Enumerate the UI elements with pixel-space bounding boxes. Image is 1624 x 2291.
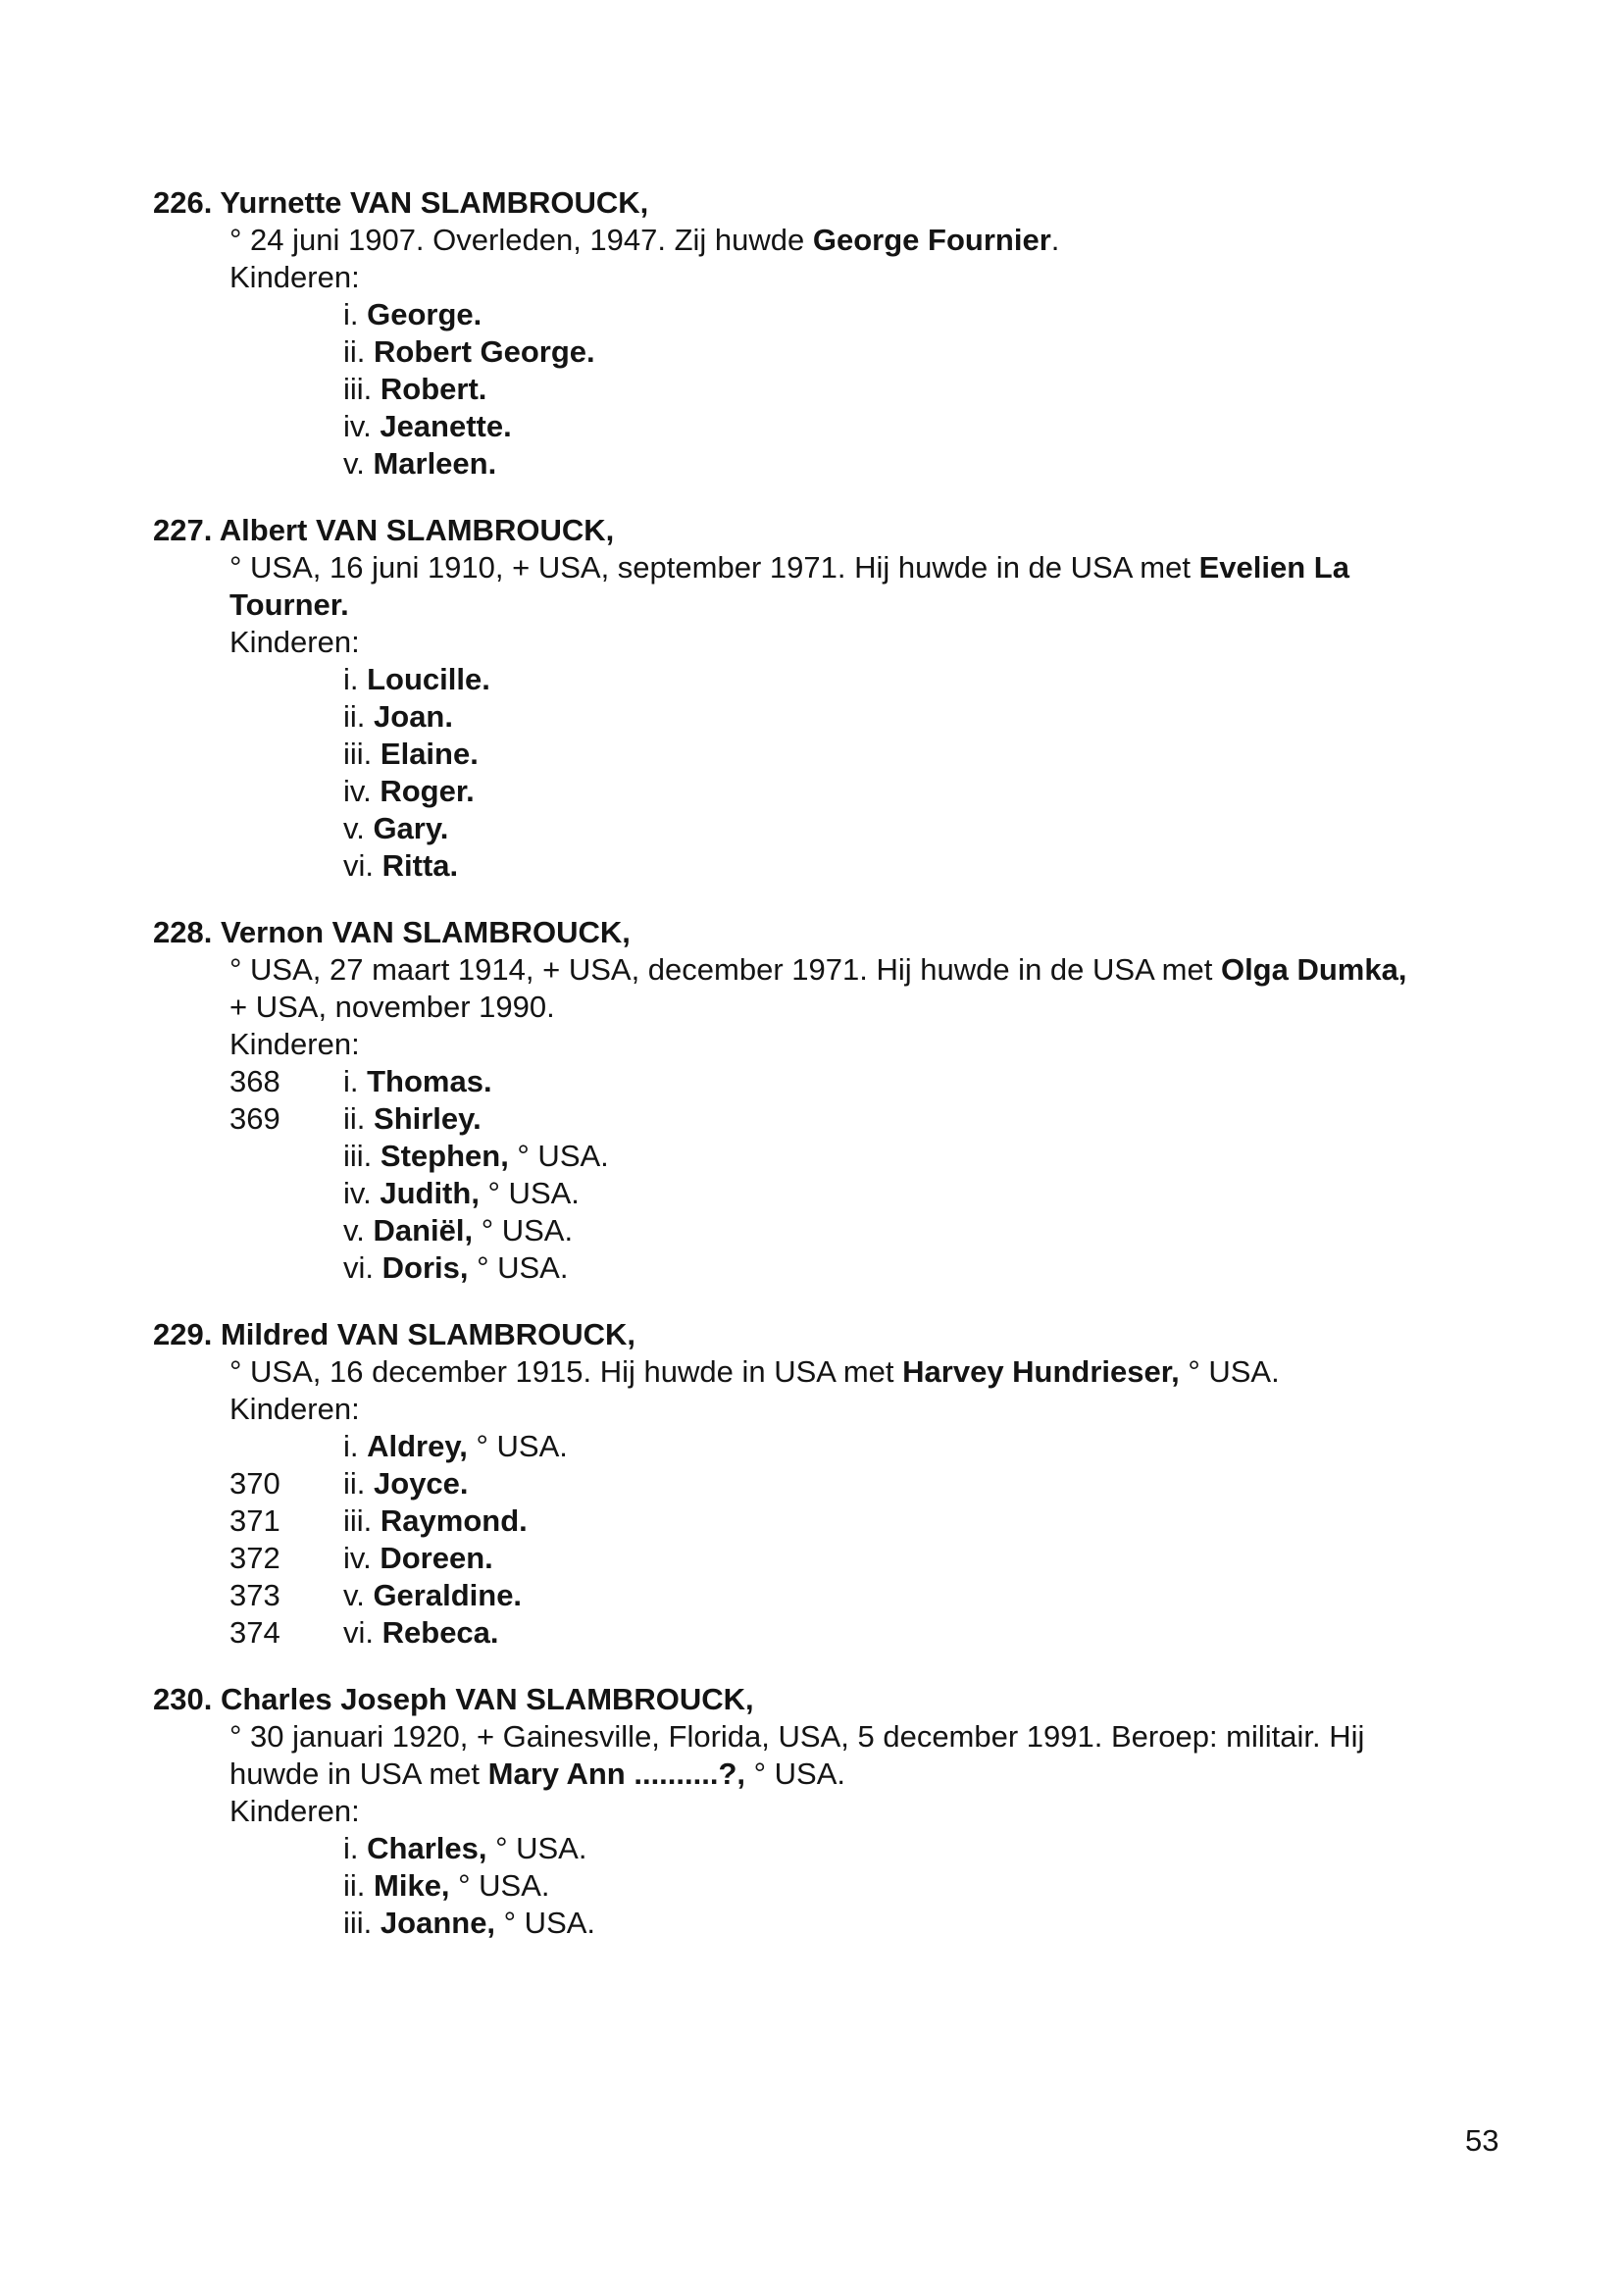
entry-heading: 228. Vernon VAN SLAMBROUCK, — [153, 915, 631, 949]
kinderen-label: Kinderen: — [229, 625, 360, 659]
kinderen-label: Kinderen: — [229, 1027, 360, 1061]
child-item: i. Charles, ° USA. — [343, 1831, 587, 1865]
entry-detail-line: ° USA, 16 december 1915. Hij huwde in USA met Harvey Hundrieser, ° USA. — [229, 1354, 1280, 1389]
child-item: vi. Ritta. — [343, 848, 459, 883]
child-ref-number: 372 — [229, 1541, 280, 1575]
child-item: iv. Jeanette. — [343, 409, 512, 443]
child-item: i. George. — [343, 297, 482, 331]
child-item: ii. Joyce. — [343, 1466, 469, 1501]
child-item: ii. Joan. — [343, 699, 453, 734]
entry-detail-line: ° USA, 27 maart 1914, + USA, december 1971. Hij huwde in de USA met Olga Dumka, — [229, 952, 1407, 987]
child-ref-number: 373 — [229, 1578, 280, 1612]
kinderen-label: Kinderen: — [229, 260, 360, 294]
child-item: vi. Doris, ° USA. — [343, 1250, 569, 1285]
child-item: i. Loucille. — [343, 662, 490, 696]
child-item: iv. Doreen. — [343, 1541, 493, 1575]
child-item: iii. Elaine. — [343, 737, 479, 771]
child-item: iii. Robert. — [343, 372, 487, 406]
child-item: ii. Mike, ° USA. — [343, 1868, 550, 1903]
child-item: iv. Judith, ° USA. — [343, 1176, 580, 1210]
entry-detail-line: ° 24 juni 1907. Overleden, 1947. Zij huwde George Fournier. — [229, 223, 1060, 257]
child-item: i. Aldrey, ° USA. — [343, 1429, 568, 1463]
entry-detail-line: Tourner. — [229, 587, 349, 622]
entry-heading: 226. Yurnette VAN SLAMBROUCK, — [153, 185, 649, 220]
child-item: vi. Rebeca. — [343, 1615, 499, 1650]
child-ref-number: 371 — [229, 1503, 280, 1538]
page-number: 53 — [1465, 2123, 1499, 2158]
entry-detail-line: ° USA, 16 juni 1910, + USA, september 1971. Hij huwde in de USA met Evelien La — [229, 550, 1349, 585]
child-item: iv. Roger. — [343, 774, 475, 808]
child-item: v. Daniël, ° USA. — [343, 1213, 574, 1247]
kinderen-label: Kinderen: — [229, 1392, 360, 1426]
entry-detail-line: ° 30 januari 1920, + Gainesville, Florida, USA, 5 december 1991. Beroep: militair. Hij — [229, 1719, 1365, 1754]
child-item: v. Marleen. — [343, 446, 497, 481]
child-ref-number: 370 — [229, 1466, 280, 1501]
child-item: iii. Joanne, ° USA. — [343, 1906, 596, 1940]
entry-detail-line: huwde in USA met Mary Ann ..........?, ° USA. — [229, 1756, 846, 1791]
entry-heading: 230. Charles Joseph VAN SLAMBROUCK, — [153, 1682, 754, 1716]
child-item: i. Thomas. — [343, 1064, 492, 1098]
child-item: v. Geraldine. — [343, 1578, 523, 1612]
kinderen-label: Kinderen: — [229, 1794, 360, 1828]
child-item: iii. Raymond. — [343, 1503, 528, 1538]
entry-heading: 227. Albert VAN SLAMBROUCK, — [153, 513, 615, 547]
child-ref-number: 374 — [229, 1615, 280, 1650]
child-item: iii. Stephen, ° USA. — [343, 1139, 609, 1173]
child-item: v. Gary. — [343, 811, 449, 845]
entry-detail-line: + USA, november 1990. — [229, 990, 555, 1024]
child-item: ii. Robert George. — [343, 334, 595, 369]
child-ref-number: 368 — [229, 1064, 280, 1098]
entry-heading: 229. Mildred VAN SLAMBROUCK, — [153, 1317, 636, 1351]
child-ref-number: 369 — [229, 1101, 280, 1136]
child-item: ii. Shirley. — [343, 1101, 482, 1136]
